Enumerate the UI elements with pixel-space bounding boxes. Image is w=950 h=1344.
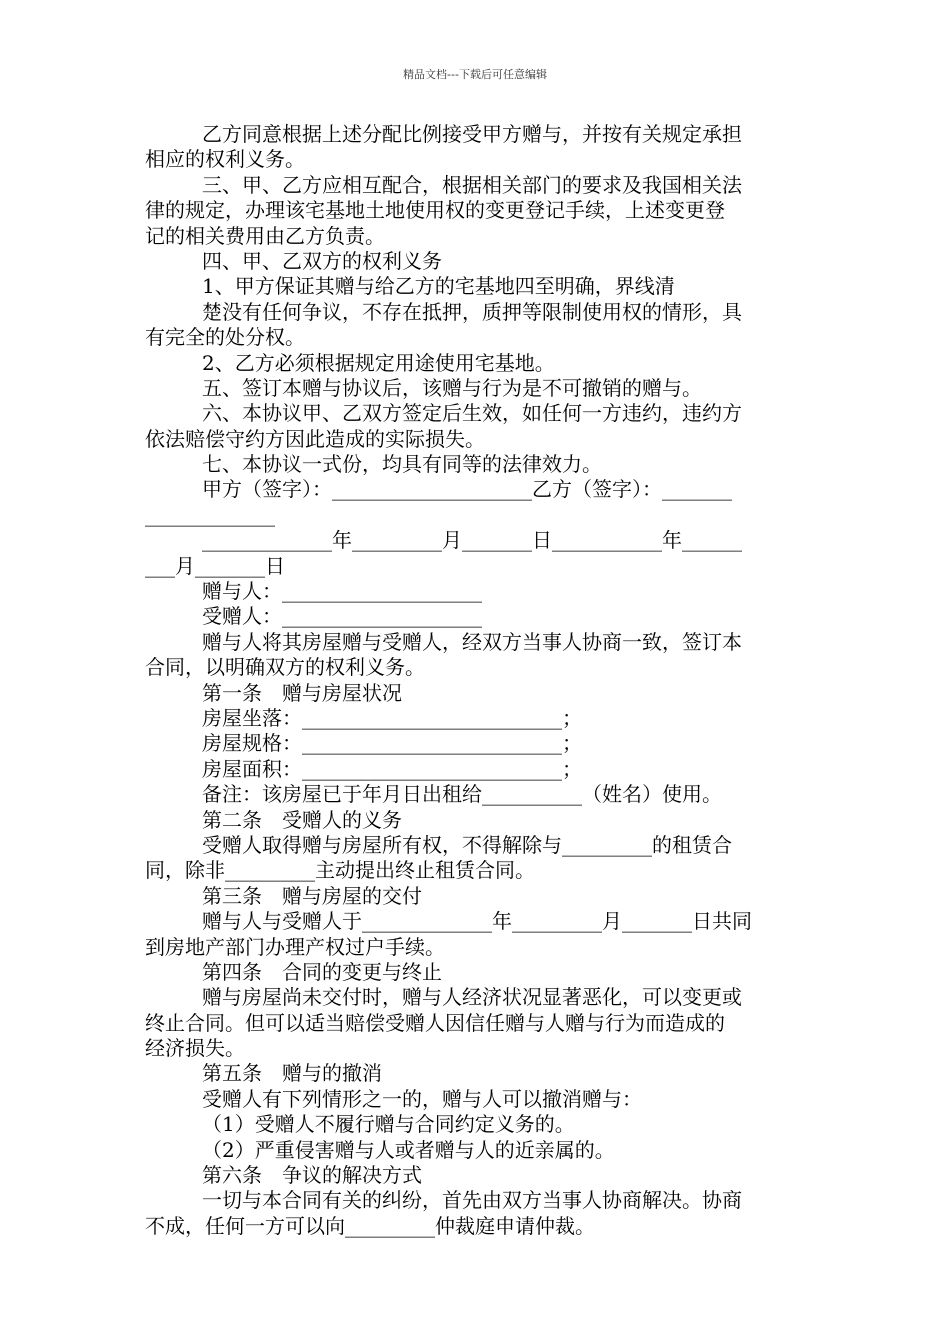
page-header: 精品文档---下载后可任意编辑 — [403, 68, 547, 81]
document-line: 六、本协议甲、乙双方签定后生效，如任何一方违约，违约方 — [202, 401, 742, 426]
document-line: ___月_______日 — [145, 553, 285, 578]
document-line: 第三条 赠与房屋的交付 — [202, 883, 422, 908]
document-line: 第二条 受赠人的义务 — [202, 807, 402, 832]
document-line: _____________年_________月_______日___________年______ — [202, 528, 742, 553]
document-line: 合同，以明确双方的权利义务。 — [145, 655, 425, 680]
document-line: 不成，任何一方可以向_________仲裁庭申请仲裁。 — [145, 1213, 595, 1238]
document-line: 依法赔偿守约方因此造成的实际损失。 — [145, 426, 485, 451]
document-line: 第六条 争议的解决方式 — [202, 1163, 422, 1188]
document-line: （1）受赠人不履行赠与合同约定义务的。 — [202, 1112, 575, 1137]
document-line: 终止合同。但可以适当赔偿受赠人因信任赠与人赠与行为而造成的 — [145, 1010, 725, 1035]
document-line: 甲方（签字）：____________________乙方（签字）：_______ — [202, 477, 732, 502]
document-line: 五、签订本赠与协议后，该赠与行为是不可撤销的赠与。 — [202, 375, 702, 400]
document-line: 第五条 赠与的撤消 — [202, 1061, 382, 1086]
document-line: 房屋面积：__________________________； — [202, 756, 582, 781]
document-line: 同，除非_________主动提出终止租赁合同。 — [145, 858, 535, 883]
document-line: 相应的权利义务。 — [145, 147, 305, 172]
document-line: 受赠人：____________________ — [202, 604, 482, 629]
document-line: 三、甲、乙方应相互配合，根据相关部门的要求及我国相关法 — [202, 172, 742, 197]
document-body — [145, 122, 807, 1239]
document-line: 七、本协议一式份，均具有同等的法律效力。 — [202, 452, 602, 477]
document-line: 第四条 合同的变更与终止 — [202, 959, 442, 984]
document-line: 赠与人：____________________ — [202, 579, 482, 604]
document-line: 乙方同意根据上述分配比例接受甲方赠与，并按有关规定承担 — [202, 122, 742, 146]
document-line: （2）严重侵害赠与人或者赠与人的近亲属的。 — [202, 1137, 615, 1162]
document-line: 记的相关费用由乙方负责。 — [145, 223, 385, 248]
document-line: 赠与房屋尚未交付时，赠与人经济状况显著恶化，可以变更或 — [202, 985, 742, 1010]
document-line: 受赠人有下列情形之一的，赠与人可以撤消赠与： — [202, 1086, 642, 1111]
document-line: 房屋规格：__________________________； — [202, 731, 582, 756]
document-line: 赠与人将其房屋赠与受赠人，经双方当事人协商一致，签订本 — [202, 629, 742, 654]
document-line: 楚没有任何争议，不存在抵押，质押等限制使用权的情形，具 — [202, 299, 742, 324]
document-line: 经济损失。 — [145, 1036, 245, 1061]
document-line: _____________ — [145, 502, 275, 527]
document-line: 第一条 赠与房屋状况 — [202, 680, 402, 705]
document-line: 1、甲方保证其赠与给乙方的宅基地四至明确，界线清 — [202, 274, 675, 299]
document-line: 赠与人与受赠人于_____________年_________月_______日共同 — [202, 909, 752, 934]
document-line: 房屋坐落：__________________________； — [202, 705, 582, 730]
document-line: 四、甲、乙双方的权利义务 — [202, 248, 442, 273]
document-line: 到房地产部门办理产权过户手续。 — [145, 934, 445, 959]
document-line: 有完全的处分权。 — [145, 325, 305, 350]
document-line: 2、乙方必须根据规定用途使用宅基地。 — [202, 350, 555, 375]
document-line: 受赠人取得赠与房屋所有权，不得解除与_________的租赁合 — [202, 832, 732, 857]
document-line: 备注：该房屋已于年月日出租给__________（姓名）使用。 — [202, 782, 722, 807]
document-line: 一切与本合同有关的纠纷，首先由双方当事人协商解决。协商 — [202, 1188, 742, 1213]
document-line: 律的规定，办理该宅基地土地使用权的变更登记手续，上述变更登 — [145, 198, 725, 223]
